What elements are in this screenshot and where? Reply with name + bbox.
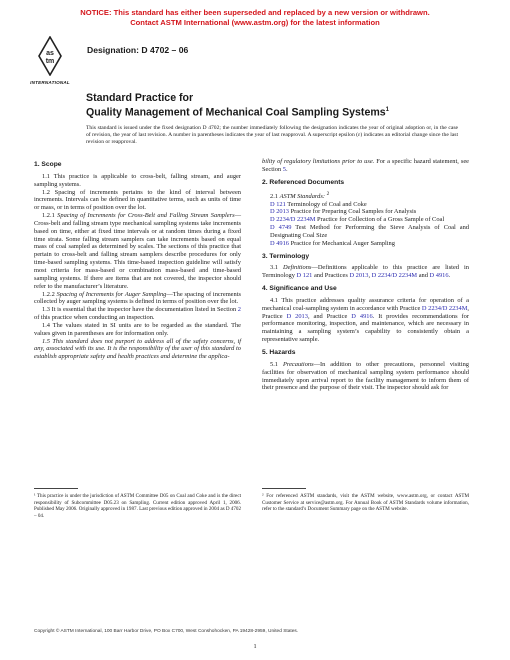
footnote-2: ² For referenced ASTM standards, visit the ASTM website, www.astm.org, or contact ASTM Customer Service at service@astm.org. For Annual Book of ASTM Standards volume information, refer to the standard’s Document Summary page on the ASTM website. bbox=[262, 493, 469, 513]
terminology-link-d121[interactable]: D 121 bbox=[296, 272, 313, 280]
paragraph-4-1: 4.1 This practice addresses quality assurance criteria for operation of a mechanical coal-sampling system in accordance with Practice D 2234/D 2234M, Practice D 2013, and Practice D 4916. It provides recommendations for performance monitoring, inspection, and maintenance, which are necessary in maintaining a sampling system’s capability to consistently obtain a representative sample. bbox=[262, 296, 469, 344]
terminology-link-d4916[interactable]: D 4916 bbox=[429, 272, 449, 280]
significance-link-d2234[interactable]: D 2234/D 2234M bbox=[421, 304, 468, 312]
left-column bbox=[34, 158, 241, 361]
paragraph-5-1: 5.1 Precautions—In addition to other precautions, personnel visiting facilities for observation of mechanical sampling system performance should immediately upon arrival report to the facility management to inform them of their presence and the purpose of their visit. The inspector should ask for bbox=[262, 360, 469, 392]
paragraph-1-4: 1.4 The values stated in SI units are to be regarded as the standard. The values given in parentheses are for information only. bbox=[34, 321, 241, 337]
paragraph-1-2: 1.2 Spacing of increments pertains to the kind of interval between increments. Intervals can be defined in quantitative terms, such as units of time or mass, or in terms of position over the lot. bbox=[34, 188, 241, 212]
section-2-link[interactable]: 2 bbox=[237, 306, 241, 314]
withdrawal-notice bbox=[0, 8, 510, 28]
section-heading-significance: 4. Significance and Use bbox=[262, 285, 337, 293]
reference-item: D 2013 Practice for Preparing Coal Samples for Analysis bbox=[270, 208, 417, 216]
copyright-line: Copyright © ASTM International, 100 Barr Harbor Drive, PO Box C700, West Conshohocken, PA 19428-2959, United States. bbox=[34, 629, 299, 634]
notice-line-2: Contact ASTM International (www.astm.org) for the latest information bbox=[130, 18, 380, 27]
title-footnote-mark: 1 bbox=[385, 107, 389, 113]
footnote-rule-left bbox=[34, 488, 78, 489]
footnote-1: ¹ This practice is under the jurisdiction of ASTM Committee D05 on Coal and Coke and is the direct responsibility of Subcommittee D05.23 on Sampling. Current edition approved April 1, 2006. Published May 2006. Originally approved in 1987. Last previous edition approved in 2004 as D 4702 – 04. bbox=[34, 493, 241, 519]
section-heading-scope: 1. Scope bbox=[34, 161, 62, 168]
reference-link-d2013[interactable]: D 2013 bbox=[270, 208, 289, 216]
preface-note: This standard is issued under the fixed designation D 4702; the number immediately following the designation indicates the year of original adoption or, in the case of revision, the year of last revision. A number in parentheses indicates the year of last reapproval. A superscript epsilon (ε) indicates an editorial change since the last revision or reapproval. bbox=[86, 125, 458, 145]
footnote-rule-right bbox=[262, 488, 306, 489]
reference-link-d4916[interactable]: D 4916 bbox=[270, 239, 289, 247]
reference-item: D 121 Terminology of Coal and Coke bbox=[270, 200, 367, 208]
paragraph-1-2-2: 1.2.2 Spacing of Increments for Auger Sampling—The spacing of increments collected by auger sampling systems is defined in terms of position over the lot. bbox=[34, 290, 241, 306]
terminology-link-d2013[interactable]: D 2013 bbox=[349, 272, 369, 280]
section-heading-terminology: 3. Terminology bbox=[262, 252, 310, 260]
reference-link-d2234[interactable]: D 2234/D 2234M bbox=[270, 216, 316, 224]
paragraph-1-5: 1.5 This standard does not purport to address all of the safety concerns, if any, associated with its use. It is the responsibility of the user of this standard to establish appropriate safety and health practices and determine the applica- bbox=[34, 337, 241, 361]
designation: Designation: D 4702 – 06 bbox=[87, 45, 189, 55]
reference-link-d121[interactable]: D 121 bbox=[270, 200, 286, 208]
title-line-1: Standard Practice for bbox=[86, 92, 194, 104]
page-number: 1 bbox=[253, 643, 257, 650]
document-title bbox=[86, 92, 389, 119]
notice-line-1: NOTICE: This standard has either been superseded and replaced by a new version or withdrawn. bbox=[80, 8, 430, 17]
right-column bbox=[262, 158, 469, 392]
svg-text:tm: tm bbox=[45, 58, 55, 65]
paragraph-1-5-continued: bility of regulatory limitations prior to use. For a specific hazard statement, see Section 5. bbox=[262, 158, 469, 173]
significance-link-d2013[interactable]: D 2013 bbox=[286, 312, 308, 320]
paragraph-1-1: 1.1 This practice is applicable to cross-belt, falling stream, and auger sampling systems. bbox=[34, 172, 241, 188]
reference-item: D 2234/D 2234M Practice for Collection of a Gross Sample of Coal bbox=[270, 216, 445, 224]
significance-link-d4916[interactable]: D 4916 bbox=[351, 312, 373, 320]
title-line-2: Quality Management of Mechanical Coal Sampling Systems$^1$ bbox=[86, 106, 389, 119]
astm-logo-icon bbox=[38, 36, 62, 76]
paragraph-1-2-1: 1.2.1 Spacing of Increments for Cross-Belt and Falling Stream Samplers—Cross-belt and falling stream type mechanical sampling systems take increments based on time, either at fixed time intervals or at random times during a fixed time strata. Some falling stream samplers can take increments based on equal mass of coal sampled as determined by scales. The sections of this practice that pertain to cross-belt and falling stream samplers describe procedures for only time-based sampling systems. This time-based inspection guideline will satisfy most criteria for mass-based or combination mass-based and time-based sampling systems. If there are items that are not covered, the inspector should refer to the manufacturer’s literature. bbox=[34, 212, 241, 290]
section-heading-referenced-documents: 2. Referenced Documents bbox=[262, 178, 345, 186]
section-5-link[interactable]: 5 bbox=[282, 165, 286, 173]
reference-link-d4749[interactable]: D 4749 bbox=[270, 224, 292, 232]
section-heading-hazards: 5. Hazards bbox=[262, 349, 296, 356]
svg-text:as: as bbox=[46, 50, 54, 57]
paragraph-1-3: 1.3 It is essential that the inspector have the documentation listed in Section 2 of this practice when conducting an inspection. bbox=[34, 306, 241, 322]
reference-item: D 4749 Test Method for Performing the Sieve Analysis of Coal and Designating Coal Size bbox=[270, 224, 469, 239]
reference-item: D 4916 Practice for Mechanical Auger Sampling bbox=[270, 239, 395, 247]
paragraph-2-1: 2.1 ASTM Standards: $^2$ bbox=[270, 190, 330, 200]
logo-wordmark: INTERNATIONAL bbox=[30, 80, 70, 85]
terminology-link-d2234[interactable]: D 2234/D 2234M bbox=[371, 272, 418, 280]
paragraph-3-1: 3.1 Definitions—Definitions applicable to this practice are listed in Terminology D 121 and Practices D 2013, D 2234/D 2234M and D 4916. bbox=[262, 264, 469, 280]
